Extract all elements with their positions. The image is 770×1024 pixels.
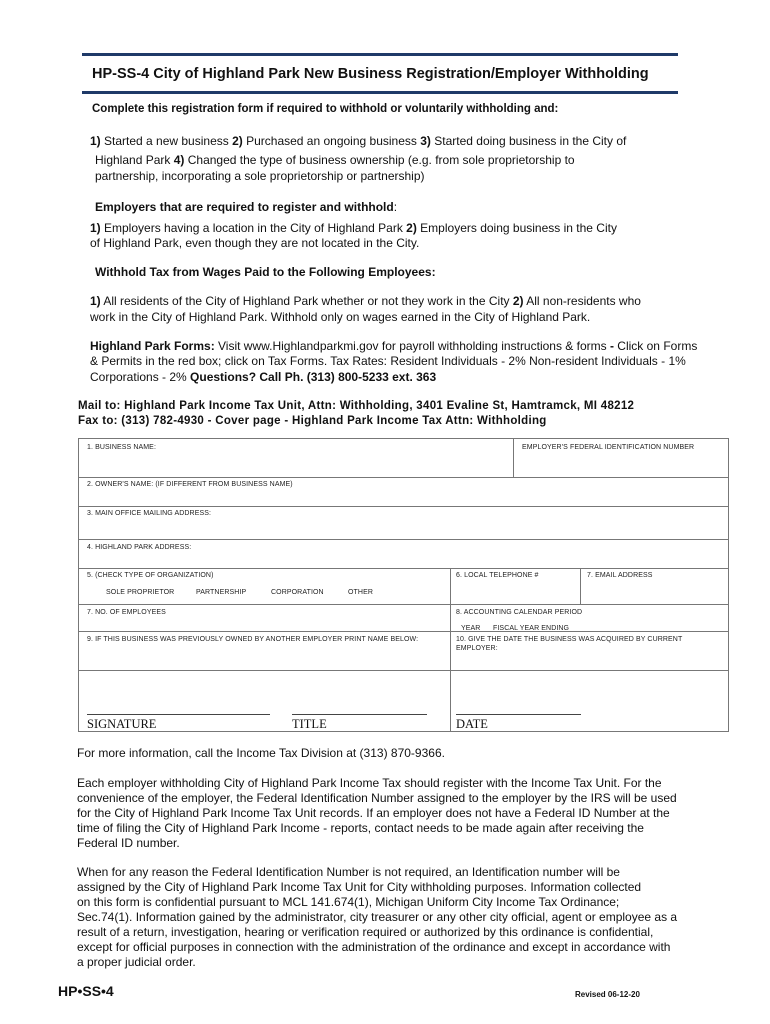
forms-dash: - (609, 339, 614, 353)
field-label-calendar: 8. ACCOUNTING CALENDAR PERIOD (456, 609, 583, 616)
intro-line-2a: Highland Park (95, 153, 174, 167)
forms-line-2: & Permits in the red box; click on Tax Forms. Tax Rates: Resident Individuals - 2% Non-resident Individuals - 1% (90, 354, 686, 368)
employers-line-2: of Highland Park, even though they are not located in the City. (90, 236, 420, 250)
field-local-phone[interactable] (450, 568, 581, 605)
field-business-name[interactable] (78, 438, 514, 478)
info-p2-line: result of a return, investigation, hearing or verification required or authorized by this ordinance is confidential, (77, 925, 654, 939)
signature-line (87, 714, 270, 715)
employers-heading-colon: : (393, 200, 398, 214)
field-label-fein: EMPLOYER'S FEDERAL IDENTIFICATION NUMBER (522, 444, 695, 451)
withhold-heading: Withhold Tax from Wages Paid to the Following Employees: (95, 265, 436, 279)
page-title: HP-SS-4 City of Highland Park New Business Registration/Employer Withholding (92, 66, 649, 82)
info-p1-line: Federal ID number. (77, 836, 180, 850)
footer-revised: Revised 06-12-20 (575, 990, 640, 999)
field-label-business-name: 1. BUSINESS NAME: (87, 444, 156, 451)
header-rule-bottom (82, 91, 678, 94)
employers-text-2: Employers doing business in the City (416, 221, 617, 235)
option-other[interactable]: OTHER (348, 589, 373, 596)
field-owner-name[interactable] (78, 477, 729, 507)
header-rule-top (82, 53, 678, 56)
intro-line-3: partnership, incorporating a sole proprietorship or partnership) (95, 169, 425, 183)
info-p2-line: except for official purposes in connection with the administration of the ordinance and except in accordance with (77, 940, 671, 954)
footer-form-code: HP•SS•4 (58, 983, 114, 999)
field-label-acquired-2: EMPLOYER: (456, 645, 498, 652)
field-hp-address[interactable] (78, 539, 729, 569)
title-label: TITLE (292, 717, 327, 731)
withhold-text-2: All non-residents who (523, 294, 641, 308)
signature-label: SIGNATURE (87, 717, 157, 731)
field-date[interactable] (450, 670, 729, 732)
title-line (292, 714, 427, 715)
forms-line-1 (90, 338, 697, 354)
field-date-acquired[interactable] (450, 631, 729, 671)
forms-questions: Questions? Call Ph. (313) 800-5233 ext. 363 (190, 370, 437, 384)
date-line (456, 714, 581, 715)
field-label-acquired-1: 10. GIVE THE DATE THE BUSINESS WAS ACQUIRED BY CURRENT (456, 636, 683, 643)
field-label-local-phone: 6. LOCAL TELEPHONE # (456, 572, 539, 579)
page-subtitle: Complete this registration form if required to withhold or voluntarily withholding and: (92, 103, 559, 115)
field-label-owner: 2. OWNER'S NAME: (IF DIFFERENT FROM BUSINESS NAME) (87, 481, 293, 488)
field-signature-title[interactable] (78, 670, 451, 732)
fax-to: Fax to: (313) 782-4930 - Cover page - Highland Park Income Tax Attn: Withholding (78, 415, 547, 427)
option-partnership[interactable]: PARTNERSHIP (196, 589, 247, 596)
option-corporation[interactable]: CORPORATION (271, 589, 324, 596)
employers-heading-text: Employers that are required to register and withhold (95, 200, 394, 214)
info-p2-line: assigned by the City of Highland Park Income Tax Unit for City withholding purposes. Information collected (77, 880, 642, 894)
field-employees[interactable] (78, 604, 451, 632)
option-fiscal-year[interactable]: FISCAL YEAR ENDING (493, 625, 570, 632)
field-org-type (78, 568, 451, 605)
withhold-num-1: 1) (90, 294, 101, 308)
intro-num-2: 2) (232, 134, 243, 148)
info-p1-line: for the City of Highland Park Income Tax Unit records. If an employer does not have a Federal ID Number at the (77, 806, 670, 820)
withhold-line-1 (90, 293, 641, 309)
employers-num-1: 1) (90, 221, 101, 235)
more-info: For more information, call the Income Tax Division at (313) 870-9366. (77, 746, 445, 760)
field-label-hp-address: 4. HIGHLAND PARK ADDRESS: (87, 544, 192, 551)
field-label-email: 7. EMAIL ADDRESS (587, 572, 653, 579)
employers-heading (95, 199, 397, 215)
info-p2-line: on this form is confidential pursuant to MCL 141.674(1), Michigan Uniform City Income Tax Ordinance; (77, 895, 620, 909)
forms-line-3 (90, 369, 436, 385)
info-p1-line: time of filing the City of Highland Park Income - reports, contact needs to be made again after receiving the (77, 821, 644, 835)
intro-num-3: 3) (420, 134, 431, 148)
field-label-main-office: 3. MAIN OFFICE MAILING ADDRESS: (87, 510, 212, 517)
info-p2-line: Sec.74(1). Information gained by the administrator, city treasurer or any other city official, agent or employee as a (77, 910, 678, 924)
info-p2-line: When for any reason the Federal Identification Number is not required, an Identification number will be (77, 865, 620, 879)
field-main-office[interactable] (78, 506, 729, 540)
field-email[interactable] (580, 568, 729, 605)
info-p1-line: convenience of the employer, the Federal Identification Number assigned to the employer by the IRS will be used (77, 791, 677, 805)
withhold-line-2: work in the City of Highland Park. Withhold only on wages earned in the City of Highland Park. (90, 310, 591, 324)
forms-text-1: Visit www.Highlandparkmi.gov for payroll withholding instructions & forms (214, 339, 610, 353)
field-fein[interactable] (513, 438, 729, 478)
intro-line-2b: Changed the type of business ownership (e.g. from sole proprietorship to (184, 153, 575, 167)
employers-line-1 (90, 220, 617, 236)
forms-line-3a: Corporations - 2% (90, 370, 191, 384)
forms-label: Highland Park Forms: (90, 339, 215, 353)
field-label-prev-owner: 9. IF THIS BUSINESS WAS PREVIOUSLY OWNED BY ANOTHER EMPLOYER PRINT NAME BELOW: (87, 636, 419, 643)
field-label-org-type: 5. (CHECK TYPE OF ORGANIZATION) (87, 572, 214, 579)
info-paragraph-1 (77, 776, 742, 851)
forms-text-2: Click on Forms (613, 339, 698, 353)
intro-num-4: 4) (173, 153, 185, 167)
withhold-num-2: 2) (512, 294, 524, 308)
info-p1-line: Each employer withholding City of Highland Park Income Tax should register with the Income Tax Unit. For the (77, 776, 662, 790)
field-calendar-period (450, 604, 729, 632)
date-label: DATE (456, 717, 488, 731)
intro-text-1: Started a new business (100, 134, 233, 148)
info-paragraph-2 (77, 865, 742, 970)
mail-to: Mail to: Highland Park Income Tax Unit, Attn: Withholding, 3401 Evaline St, Hamtramck, MI 48212 (78, 400, 635, 412)
intro-text-3: Started doing business in the City of (430, 134, 627, 148)
info-p2-line: a proper judicial order. (77, 955, 196, 969)
employers-text-1: Employers having a location in the City of Highland Park (100, 221, 407, 235)
withhold-text-1: All residents of the City of Highland Park whether or not they work in the City (100, 294, 513, 308)
field-label-employees: 7. NO. OF EMPLOYEES (87, 609, 166, 616)
intro-num-1: 1) (90, 134, 101, 148)
intro-line-1 (90, 133, 690, 149)
option-sole-proprietor[interactable]: SOLE PROPRIETOR (106, 589, 175, 596)
field-prev-owner[interactable] (78, 631, 451, 671)
intro-text-2: Purchased an ongoing business (242, 134, 421, 148)
intro-line-2 (95, 152, 575, 168)
employers-num-2: 2) (406, 221, 417, 235)
option-year[interactable]: YEAR (461, 625, 481, 632)
